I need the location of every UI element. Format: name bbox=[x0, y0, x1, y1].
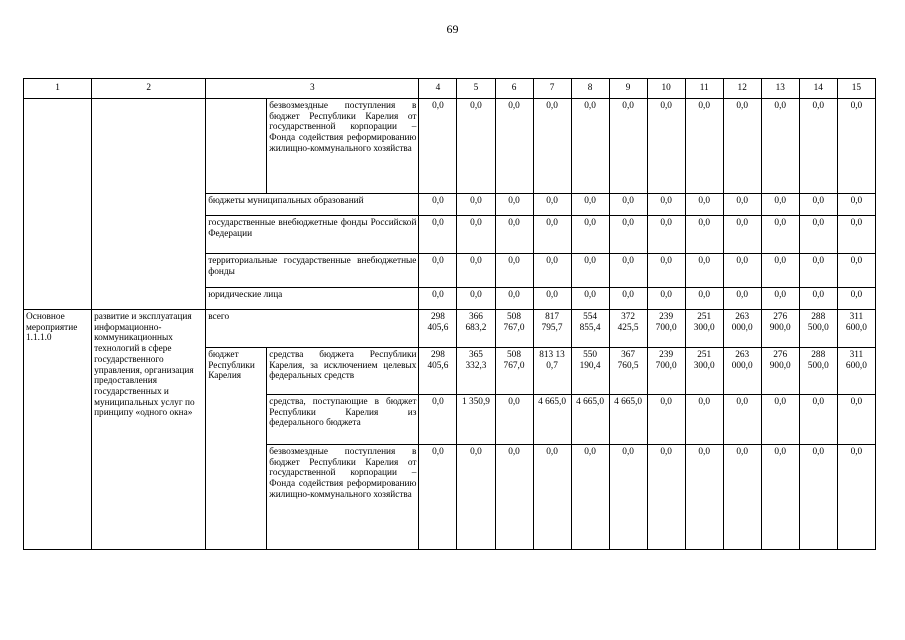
value-cell: 288 500,0 bbox=[799, 348, 837, 395]
value-cell: 0,0 bbox=[609, 288, 647, 310]
value-cell: 251 300,0 bbox=[685, 348, 723, 395]
value-cell: 0,0 bbox=[685, 254, 723, 288]
value-cell: 0,0 bbox=[647, 288, 685, 310]
funding-source-label: бюджеты муниципальных образований bbox=[206, 194, 419, 216]
funding-source-label: территориальные государственные внебюджетные фонды bbox=[206, 254, 419, 288]
header-cell: 2 bbox=[92, 79, 206, 99]
funding-source-label: безвозмездные поступления в бюджет Республики Карелия от государственной корпорации – Фонда содействия реформированию жилищно-коммунального хозяйства bbox=[267, 99, 419, 194]
value-cell: 0,0 bbox=[723, 216, 761, 254]
value-cell: 251 300,0 bbox=[685, 310, 723, 348]
value-cell: 0,0 bbox=[799, 288, 837, 310]
value-cell: 0,0 bbox=[837, 194, 875, 216]
header-cell: 12 bbox=[723, 79, 761, 99]
header-cell: 13 bbox=[761, 79, 799, 99]
empty-cell bbox=[206, 99, 267, 194]
value-cell: 0,0 bbox=[419, 288, 457, 310]
value-cell: 276 900,0 bbox=[761, 348, 799, 395]
value-cell: 0,0 bbox=[457, 445, 495, 550]
activity-code: Основное мероприятие 1.1.1.0 bbox=[24, 310, 92, 550]
value-cell: 0,0 bbox=[647, 395, 685, 445]
value-cell: 0,0 bbox=[685, 194, 723, 216]
value-cell: 298 405,6 bbox=[419, 310, 457, 348]
value-cell: 288 500,0 bbox=[799, 310, 837, 348]
header-cell: 5 bbox=[457, 79, 495, 99]
value-cell: 311 600,0 bbox=[837, 310, 875, 348]
value-cell: 817 795,7 bbox=[533, 310, 571, 348]
value-cell: 0,0 bbox=[761, 99, 799, 194]
value-cell: 0,0 bbox=[685, 445, 723, 550]
header-cell: 10 bbox=[647, 79, 685, 99]
header-cell: 4 bbox=[419, 79, 457, 99]
value-cell: 0,0 bbox=[495, 288, 533, 310]
header-cell: 3 bbox=[206, 79, 419, 99]
value-cell: 0,0 bbox=[419, 194, 457, 216]
value-cell: 239 700,0 bbox=[647, 310, 685, 348]
value-cell: 0,0 bbox=[685, 288, 723, 310]
funding-source-label: всего bbox=[206, 310, 419, 348]
value-cell: 0,0 bbox=[495, 445, 533, 550]
value-cell: 0,0 bbox=[533, 254, 571, 288]
value-cell: 0,0 bbox=[457, 99, 495, 194]
budget-table bbox=[23, 78, 876, 550]
value-cell: 0,0 bbox=[571, 288, 609, 310]
value-cell: 0,0 bbox=[837, 99, 875, 194]
value-cell: 813 13 0,7 bbox=[533, 348, 571, 395]
value-cell: 0,0 bbox=[609, 216, 647, 254]
value-cell: 0,0 bbox=[761, 194, 799, 216]
value-cell: 0,0 bbox=[419, 395, 457, 445]
value-cell: 0,0 bbox=[419, 254, 457, 288]
value-cell: 372 425,5 bbox=[609, 310, 647, 348]
value-cell: 0,0 bbox=[685, 216, 723, 254]
empty-cell bbox=[24, 99, 92, 310]
value-cell: 0,0 bbox=[571, 216, 609, 254]
value-cell: 0,0 bbox=[837, 216, 875, 254]
value-cell: 0,0 bbox=[723, 194, 761, 216]
value-cell: 0,0 bbox=[761, 395, 799, 445]
value-cell: 239 700,0 bbox=[647, 348, 685, 395]
value-cell: 0,0 bbox=[799, 395, 837, 445]
value-cell: 0,0 bbox=[647, 445, 685, 550]
value-cell: 0,0 bbox=[457, 194, 495, 216]
value-cell: 366 683,2 bbox=[457, 310, 495, 348]
value-cell: 311 600,0 bbox=[837, 348, 875, 395]
value-cell: 0,0 bbox=[495, 395, 533, 445]
value-cell: 554 855,4 bbox=[571, 310, 609, 348]
header-cell: 11 bbox=[685, 79, 723, 99]
activity-description: развитие и эксплуатация информационно-коммуникационных технологий в сфере государственного управления, организация предоставления государственных и муниципальных услуг по принципу «одного окна» bbox=[92, 310, 206, 550]
value-cell: 0,0 bbox=[761, 254, 799, 288]
value-cell: 0,0 bbox=[647, 99, 685, 194]
header-cell: 8 bbox=[571, 79, 609, 99]
value-cell: 0,0 bbox=[457, 288, 495, 310]
value-cell: 298 405,6 bbox=[419, 348, 457, 395]
value-cell: 367 760,5 bbox=[609, 348, 647, 395]
value-cell: 0,0 bbox=[723, 99, 761, 194]
value-cell: 0,0 bbox=[533, 445, 571, 550]
value-cell: 4 665,0 bbox=[571, 395, 609, 445]
value-cell: 0,0 bbox=[533, 99, 571, 194]
value-cell: 0,0 bbox=[609, 445, 647, 550]
value-cell: 0,0 bbox=[723, 445, 761, 550]
value-cell: 0,0 bbox=[837, 445, 875, 550]
value-cell: 0,0 bbox=[571, 445, 609, 550]
funding-source-label: юридические лица bbox=[206, 288, 419, 310]
value-cell: 0,0 bbox=[647, 254, 685, 288]
value-cell: 0,0 bbox=[495, 99, 533, 194]
value-cell: 0,0 bbox=[533, 194, 571, 216]
value-cell: 0,0 bbox=[647, 194, 685, 216]
value-cell: 0,0 bbox=[723, 395, 761, 445]
value-cell: 0,0 bbox=[685, 99, 723, 194]
value-cell: 276 900,0 bbox=[761, 310, 799, 348]
value-cell: 0,0 bbox=[723, 288, 761, 310]
value-cell: 0,0 bbox=[457, 216, 495, 254]
value-cell: 0,0 bbox=[533, 216, 571, 254]
value-cell: 0,0 bbox=[533, 288, 571, 310]
budget-group-label: бюджет Республики Карелия bbox=[206, 348, 267, 550]
header-cell: 15 bbox=[837, 79, 875, 99]
value-cell: 4 665,0 bbox=[533, 395, 571, 445]
header-cell: 1 bbox=[24, 79, 92, 99]
value-cell: 0,0 bbox=[723, 254, 761, 288]
value-cell: 0,0 bbox=[457, 254, 495, 288]
value-cell: 365 332,3 bbox=[457, 348, 495, 395]
header-row bbox=[24, 79, 876, 99]
value-cell: 508 767,0 bbox=[495, 348, 533, 395]
value-cell: 0,0 bbox=[419, 216, 457, 254]
value-cell: 0,0 bbox=[571, 254, 609, 288]
value-cell: 0,0 bbox=[609, 194, 647, 216]
funding-source-label: средства, поступающие в бюджет Республики Карелия из федерального бюджета bbox=[267, 395, 419, 445]
value-cell: 508 767,0 bbox=[495, 310, 533, 348]
value-cell: 0,0 bbox=[799, 194, 837, 216]
value-cell: 0,0 bbox=[495, 216, 533, 254]
funding-source-label: безвозмездные поступления в бюджет Республики Карелия от государственной корпорации – Фонда содействия реформированию жилищно-коммунального хозяйства bbox=[267, 445, 419, 550]
value-cell: 0,0 bbox=[685, 395, 723, 445]
value-cell: 0,0 bbox=[761, 288, 799, 310]
value-cell: 0,0 bbox=[761, 216, 799, 254]
header-cell: 9 bbox=[609, 79, 647, 99]
value-cell: 263 000,0 bbox=[723, 348, 761, 395]
value-cell: 0,0 bbox=[799, 216, 837, 254]
value-cell: 0,0 bbox=[571, 194, 609, 216]
value-cell: 0,0 bbox=[799, 445, 837, 550]
value-cell: 4 665,0 bbox=[609, 395, 647, 445]
value-cell: 263 000,0 bbox=[723, 310, 761, 348]
value-cell: 0,0 bbox=[495, 194, 533, 216]
value-cell: 0,0 bbox=[799, 254, 837, 288]
table-row bbox=[24, 310, 876, 348]
header-cell: 7 bbox=[533, 79, 571, 99]
funding-source-label: государственные внебюджетные фонды Российской Федерации bbox=[206, 216, 419, 254]
value-cell: 0,0 bbox=[761, 445, 799, 550]
value-cell: 1 350,9 bbox=[457, 395, 495, 445]
header-cell: 6 bbox=[495, 79, 533, 99]
value-cell: 0,0 bbox=[837, 395, 875, 445]
value-cell: 0,0 bbox=[837, 288, 875, 310]
header-cell: 14 bbox=[799, 79, 837, 99]
value-cell: 550 190,4 bbox=[571, 348, 609, 395]
page-number: 69 bbox=[446, 22, 459, 36]
table-row bbox=[24, 99, 876, 194]
value-cell: 0,0 bbox=[419, 99, 457, 194]
value-cell: 0,0 bbox=[419, 445, 457, 550]
value-cell: 0,0 bbox=[609, 254, 647, 288]
value-cell: 0,0 bbox=[647, 216, 685, 254]
funding-source-label: средства бюджета Республики Карелия, за исключением целевых федеральных средств bbox=[267, 348, 419, 395]
value-cell: 0,0 bbox=[609, 99, 647, 194]
value-cell: 0,0 bbox=[837, 254, 875, 288]
empty-cell bbox=[92, 99, 206, 310]
value-cell: 0,0 bbox=[571, 99, 609, 194]
value-cell: 0,0 bbox=[495, 254, 533, 288]
value-cell: 0,0 bbox=[799, 99, 837, 194]
